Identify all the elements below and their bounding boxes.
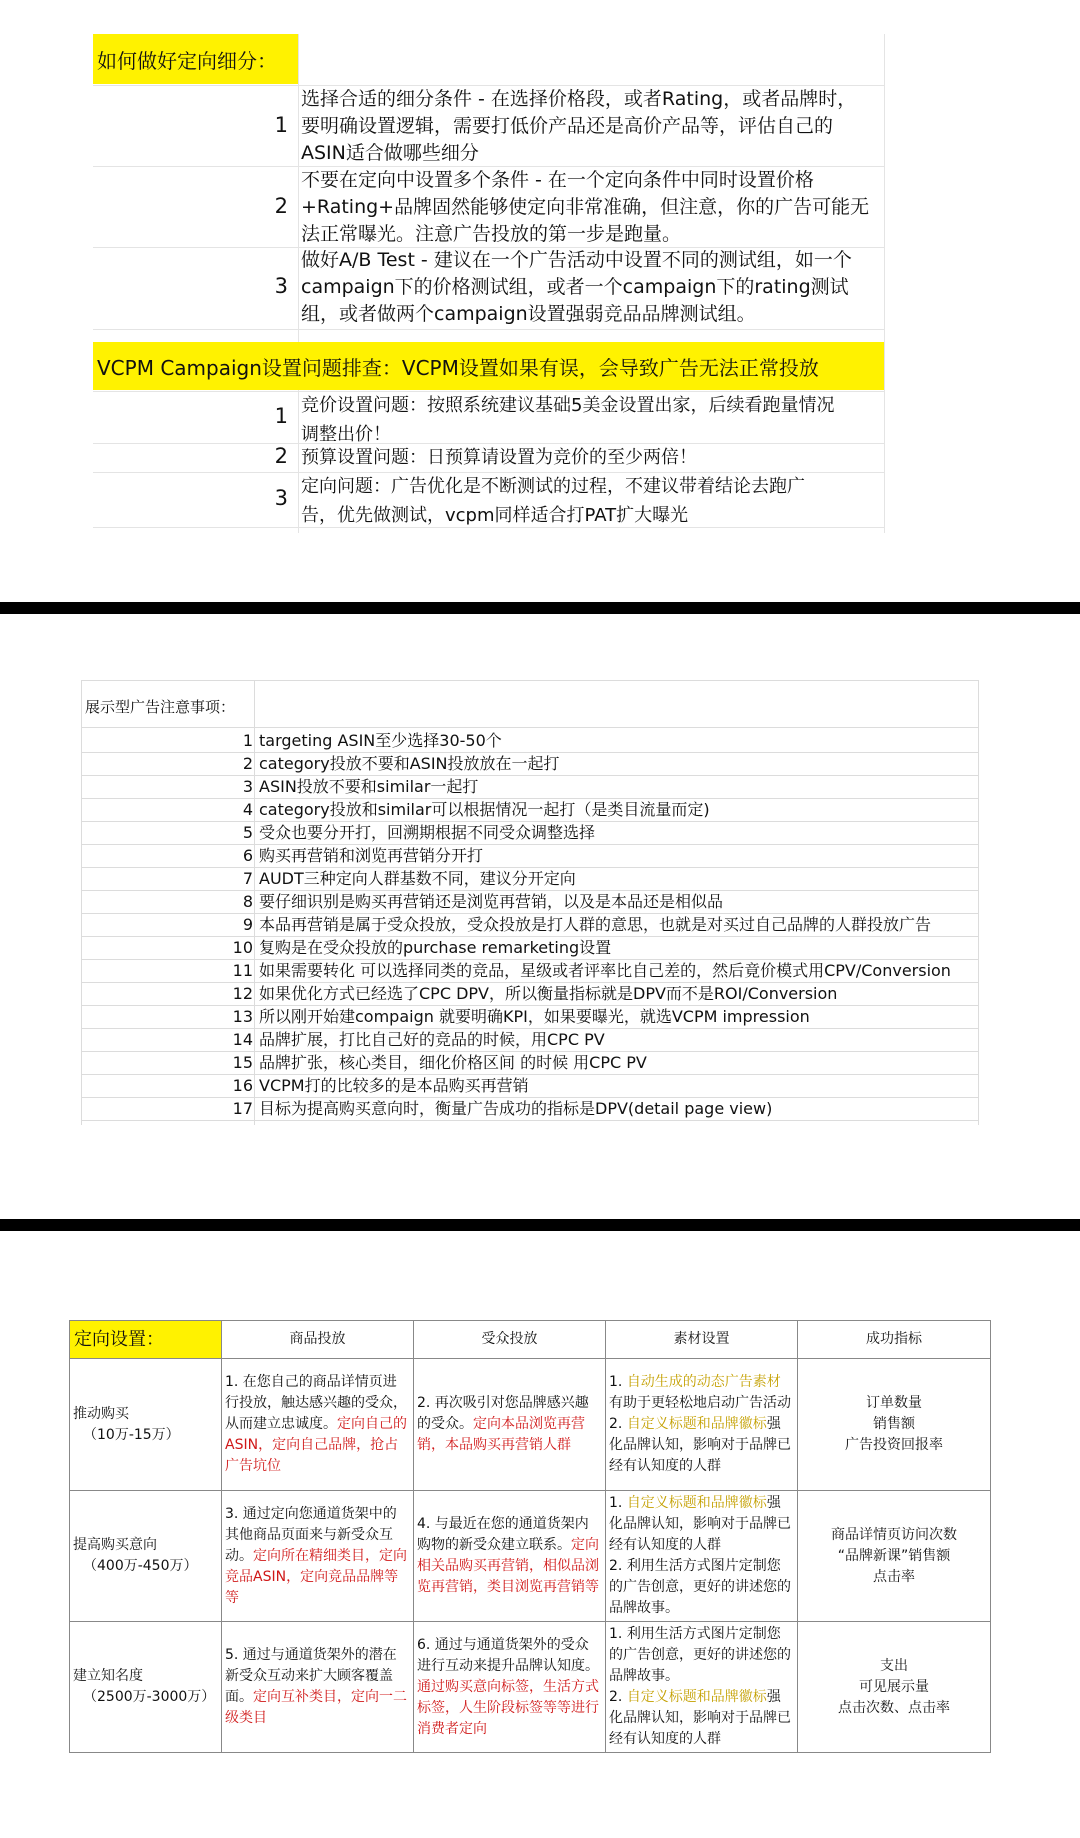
- item-text: 竞价设置问题：按照系统建议基础5美金设置出家，后续看跑量情况 调整出价！: [301, 395, 835, 445]
- item-text: 复购是在受众投放的purchase remarketing设置: [259, 938, 612, 957]
- creative-text: 利用生活方式图片定制您的广告创意，更好的讲述您的品牌故事。: [609, 1626, 791, 1684]
- list-item: [81, 775, 979, 798]
- item-text: 目标为提高购买意向时，衡量广告成功的指标是DPV(detail page view): [259, 1099, 773, 1118]
- success-metrics-cell: [798, 1359, 991, 1491]
- creative-index: 2.: [609, 1416, 627, 1432]
- targeting-settings-table: [69, 1320, 991, 1753]
- creative-text: 强化品牌认知，影响对于品牌已经有认知度的人群: [609, 1416, 791, 1474]
- list-item: [81, 1097, 979, 1120]
- goal-range: （2500万-3000万）: [83, 1689, 216, 1705]
- list-item: [81, 1051, 979, 1074]
- item-number: 7: [242, 869, 253, 888]
- item-number: 13: [232, 1007, 253, 1026]
- section-title-vcpm-troubleshooting: VCPM Campaign设置问题排查：VCPM设置如果有误，会导致广告无法正常投放: [93, 342, 884, 390]
- creative-index: 2.: [609, 1558, 627, 1574]
- cell-text: 2. 再次吸引对您品牌感兴趣的受众。: [417, 1395, 589, 1432]
- table-row: [70, 1622, 991, 1753]
- goal-cell: [70, 1622, 222, 1753]
- list-item: [81, 959, 979, 982]
- creative-text: 有助于更轻松地启动广告活动: [609, 1395, 791, 1411]
- column-header: 受众投放: [414, 1321, 606, 1359]
- list-item: [81, 867, 979, 890]
- creative-index: 1.: [609, 1626, 627, 1642]
- goal-label: 推动购买: [73, 1405, 129, 1422]
- creative-highlight: 自定义标题和品牌徽标: [626, 1416, 767, 1432]
- list-item: [81, 1074, 979, 1097]
- list-item: [81, 936, 979, 959]
- creative-settings-cell: [606, 1359, 798, 1491]
- item-number: 2: [274, 444, 288, 468]
- list-item: [81, 913, 979, 936]
- list-item: [81, 890, 979, 913]
- item-text: category投放和similar可以根据情况一起打（是类目流量而定): [259, 800, 710, 819]
- metric: 销售额: [873, 1416, 915, 1432]
- creative-highlight: 自定义标题和品牌徽标: [626, 1495, 767, 1511]
- item-text: 购买再营销和浏览再营销分开打: [259, 846, 484, 865]
- item-number: 3: [274, 486, 288, 510]
- item-number: 4: [242, 800, 253, 819]
- item-number: 15: [232, 1053, 253, 1072]
- item-text: 选择合适的细分条件 - 在选择价格段，或者Rating，或者品牌时， 要明确设置逻辑，需要打低价产品还是高价产品等，评估自己的 ASIN适合做哪些细分: [301, 88, 857, 164]
- goal-range: （10万-15万）: [83, 1426, 180, 1443]
- sheet-display-ads-notes: [81, 680, 979, 1125]
- item-number: 3: [242, 777, 253, 796]
- metric: 点击率: [873, 1568, 915, 1585]
- creative-text: 强化品牌认知，影响对于品牌已经有认知度的人群: [609, 1495, 791, 1553]
- section-title-targeting-segmentation: 如何做好定向细分：: [93, 34, 298, 84]
- item-text: VCPM打的比较多的是本品购买再营销: [259, 1076, 529, 1095]
- column-header: 商品投放: [222, 1321, 414, 1359]
- list-item: [81, 982, 979, 1005]
- metric: 商品详情页访问次数: [831, 1526, 957, 1543]
- creative-highlight: 自定义标题和品牌徽标: [626, 1689, 767, 1705]
- success-metrics-cell: [798, 1491, 991, 1622]
- item-number: 1: [274, 113, 288, 137]
- item-number: 2: [274, 194, 288, 218]
- cell-highlight: 定向自己的ASIN，定向自己品牌，抢占广告坑位: [225, 1416, 407, 1474]
- item-number: 5: [242, 823, 253, 842]
- item-number: 6: [242, 846, 253, 865]
- table-title: 定向设置：: [70, 1321, 222, 1359]
- audience-targeting-cell: [414, 1622, 606, 1753]
- goal-cell: [70, 1359, 222, 1491]
- item-number: 1: [274, 404, 288, 428]
- divider-bar: [0, 1219, 1080, 1231]
- cell-highlight: 通过购买意向标签，生活方式标签，人生阶段标签等等进行消费者定向: [417, 1678, 599, 1737]
- sheet-targeting-tips: [93, 34, 885, 533]
- goal-label: 提高购买意向: [73, 1537, 157, 1553]
- creative-index: 1.: [609, 1495, 627, 1511]
- goal-label: 建立知名度: [73, 1668, 143, 1684]
- list-item: [81, 1005, 979, 1028]
- column-header: 素材设置: [606, 1321, 798, 1359]
- product-targeting-cell: [222, 1491, 414, 1622]
- item-number: 10: [232, 938, 253, 957]
- cell-highlight: 定向互补类目，定向一二级类目: [225, 1689, 407, 1726]
- creative-settings-cell: [606, 1491, 798, 1622]
- item-number: 8: [242, 892, 253, 911]
- metric: 可见展示量: [859, 1678, 929, 1695]
- list-item: [81, 752, 979, 775]
- cell-text: 5. 通过与通道货架外的潜在新受众互动来扩大顾客覆盖面。: [225, 1647, 397, 1705]
- item-number: 3: [274, 274, 288, 298]
- sheet-targeting-settings: [69, 1320, 990, 1747]
- item-text: category投放不要和ASIN投放放在一起打: [259, 754, 560, 773]
- creative-settings-cell: [606, 1622, 798, 1753]
- item-text: 要仔细识别是购买再营销还是浏览再营销，以及是本品还是相似品: [259, 892, 724, 911]
- item-text: 品牌扩张，核心类目，细化价格区间 的时候 用CPC PV: [259, 1053, 647, 1072]
- list-item: [81, 1028, 979, 1051]
- list-item: [81, 821, 979, 844]
- creative-index: 1.: [609, 1374, 627, 1390]
- creative-highlight: 自动生成的动态广告素材: [626, 1374, 781, 1390]
- cell-text: 3. 通过定向您通道货架中的其他商品页面来与新受众互动。: [225, 1505, 397, 1564]
- cell-text: 6. 通过与通道货架外的受众进行互动来提升品牌认知度。: [417, 1636, 599, 1674]
- item-text: 受众也要分开打，回溯期根据不同受众调整选择: [259, 823, 596, 842]
- table-row: [70, 1491, 991, 1622]
- item-number: 16: [232, 1076, 253, 1095]
- goal-cell: [70, 1491, 222, 1622]
- cell-text: 4. 与最近在您的通道货架内购物的新受众建立联系。: [417, 1516, 589, 1553]
- item-number: 1: [242, 731, 253, 750]
- item-text: ASIN投放不要和similar一起打: [259, 777, 479, 796]
- item-text: targeting ASIN至少选择30-50个: [259, 731, 502, 750]
- column-header: 成功指标: [798, 1321, 991, 1359]
- audience-targeting-cell: [414, 1359, 606, 1491]
- item-text: 如果优化方式已经选了CPC DPV，所以衡量指标就是DPV而不是ROI/Conversion: [259, 984, 838, 1003]
- item-text: 品牌扩展，打比自己好的竞品的时候，用CPC PV: [259, 1030, 605, 1049]
- item-number: 9: [242, 915, 253, 934]
- item-text: 所以刚开始建compaign 就要明确KPI，如果要曝光，就选VCPM impression: [259, 1007, 810, 1026]
- success-metrics-cell: [798, 1622, 991, 1753]
- product-targeting-cell: [222, 1622, 414, 1753]
- item-number: 14: [232, 1030, 253, 1049]
- item-number: 2: [242, 754, 253, 773]
- metric: 广告投资回报率: [845, 1437, 943, 1453]
- creative-text: 强化品牌认知，影响对于品牌已经有认知度的人群: [609, 1689, 791, 1747]
- item-text: 不要在定向中设置多个条件 - 在一个定向条件中同时设置价格 +Rating+品牌固然能够使定向非常准确，但注意，你的广告可能无 法正常曝光。注意广告投放的第一步是跑量。: [301, 169, 870, 245]
- table-row: [70, 1359, 991, 1491]
- cell-highlight: 定向所在精细类目，定向竞品ASIN，定向竞品品牌等等: [225, 1547, 407, 1606]
- item-text: AUDT三种定向人群基数不同，建议分开定向: [259, 869, 576, 888]
- list-item: [81, 798, 979, 821]
- item-number: 11: [232, 961, 253, 980]
- metric: 订单数量: [866, 1395, 922, 1411]
- product-targeting-cell: [222, 1359, 414, 1491]
- metric: 支出: [880, 1657, 908, 1674]
- item-number: 17: [232, 1099, 253, 1118]
- metric: “品牌新课”销售额: [837, 1547, 951, 1564]
- metric: 点击次数、点击率: [838, 1699, 950, 1716]
- goal-range: （400万-450万）: [83, 1558, 198, 1574]
- item-text: 本品再营销是属于受众投放，受众投放是打人群的意思，也就是对买过自己品牌的人群投放广告: [259, 915, 932, 934]
- cell-text: 1. 在您自己的商品详情页进行投放，触达感兴趣的受众，从而建立忠诚度。: [225, 1374, 407, 1432]
- list-item: [81, 729, 979, 752]
- item-number: 12: [232, 984, 253, 1003]
- cell-highlight: 定向本品浏览再营销，本品购买再营销人群: [417, 1416, 585, 1453]
- table-header-row: [70, 1321, 991, 1359]
- creative-index: 2.: [609, 1689, 627, 1705]
- item-text: 如果需要转化 可以选择同类的竞品，星级或者评率比自己差的，然后竟价模式用CPV/Conversion: [259, 961, 951, 980]
- item-text: 预算设置问题：日预算请设置为竞价的至少两倍！: [301, 447, 697, 468]
- item-text: 做好A/B Test - 建议在一个广告活动中设置不同的测试组，如一个 campaign下的价格测试组，或者一个campaign下的rating测试 组，或者做两个campaign设置强弱竞品品牌测试组。: [301, 249, 852, 325]
- list-item: [81, 844, 979, 867]
- creative-text: 利用生活方式图片定制您的广告创意，更好的讲述您的品牌故事。: [609, 1558, 791, 1616]
- divider-bar: [0, 602, 1080, 614]
- audience-targeting-cell: [414, 1491, 606, 1622]
- cell-highlight: 定向相关品购买再营销，相似品浏览再营销，类目浏览再营销等: [417, 1537, 599, 1595]
- section-title-display-ads: 展示型广告注意事项：: [85, 698, 236, 716]
- item-text: 定向问题：广告优化是不断测试的过程，不建议带着结论去跑广 告，优先做测试，vcpm同样适合打PAT扩大曝光: [301, 476, 805, 526]
